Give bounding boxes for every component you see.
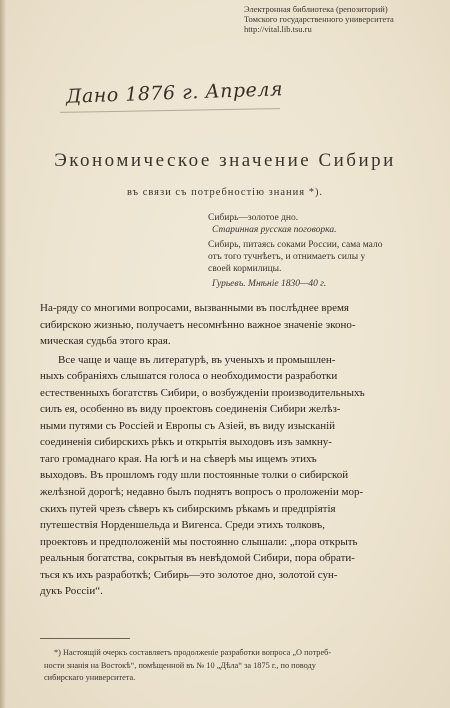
- epigraph-line-4: отъ того тучнѣетъ, и отнимаетъ силы у: [208, 252, 366, 262]
- body-line: ться къ ихъ разработкѣ; Сибирь—это золотое дно, золотой сун-: [40, 568, 338, 581]
- stamp-line-1: Электронная библиотека (репозиторий): [244, 4, 388, 14]
- body-line: проектовъ и предположеній мы постоянно слышали: „пора открыть: [40, 535, 358, 548]
- body-line: выходовъ. Въ прошломъ году шли постоянные толки о сибирской: [40, 469, 349, 482]
- body-line: На-ряду со многими вопросами, вызванными въ послѣднее время: [40, 302, 349, 314]
- epigraph-line-6: Гурьевъ. Мнѣніе 1830—40 г.: [212, 279, 327, 289]
- page-left-edge: [0, 0, 6, 708]
- body-line: скихъ путей чрезъ сѣверъ къ сибирскимъ рѣкамъ и предпріятія: [40, 502, 336, 515]
- body-line: мическая судьба этого края.: [40, 335, 171, 348]
- page-subtitle: въ связи съ потребностію знания *).: [126, 187, 324, 198]
- body-line: ными путями съ Россіей и Европы съ Азіей, въ виду изысканій: [40, 419, 336, 432]
- body-line: реальныя богатства, сокрытыя въ невѣдомой Сибири, пора обрати-: [40, 552, 355, 565]
- epigraph-line-1: Сибирь—золотое дно.: [208, 213, 299, 223]
- stamp-line-3[interactable]: http://vital.lib.tsu.ru: [244, 24, 312, 34]
- body-line: Все чаще и чаще въ литературѣ, въ ученыхъ и промышлен-: [58, 353, 336, 366]
- epigraph-line-5: своей кормилицы.: [208, 264, 282, 274]
- stamp-line-2: Томского государственного университета: [244, 14, 394, 24]
- epigraph-line-2: Старинная русская поговорка.: [212, 225, 337, 235]
- epigraph: [208, 212, 408, 290]
- footnote-line-3: сибирскаго университета.: [44, 673, 136, 682]
- body-line: ныхъ собраніяхъ слышатся голоса о необходимости разработки: [40, 370, 338, 383]
- body-line: путешествія Норденшельда и Вигенса. Среди этихъ толковъ,: [40, 519, 325, 532]
- body-line: естественныхъ богатствъ Сибири, о возбужденіи производительныхъ: [40, 386, 365, 399]
- body-line: силъ ея, особенно въ виду проектовъ соединенія Сибири желѣз-: [40, 403, 341, 416]
- page-title: Экономическое значение Сибири: [54, 150, 396, 171]
- body-line: соединенія сибирскихъ рѣкъ и открытія выходовъ изъ замкну-: [40, 436, 332, 449]
- footnote: [44, 647, 414, 685]
- body-line: дукъ Россіи“.: [40, 585, 103, 598]
- footnote-line-1: *) Настоящій очеркъ составляетъ продолженіе разработки вопроса „О потреб-: [54, 648, 332, 657]
- library-stamp: [244, 4, 444, 34]
- body-text: [40, 300, 415, 600]
- body-line: желѣзной дорогѣ; недавно былъ поднятъ вопросъ о проложеніи мор-: [40, 486, 364, 499]
- footnote-divider: [40, 638, 130, 639]
- handwriting-underline: [60, 108, 280, 113]
- handwritten-note: Дано 1876 г. Апреля: [65, 78, 284, 108]
- body-line: таго громаднаго края. На югѣ и на сѣверѣ мы ищемъ этихъ: [40, 452, 317, 465]
- body-line: сибирскою жизнью, получаетъ несомнѣнно важное значеніе эконо-: [40, 318, 356, 331]
- footnote-line-2: ности знанія на Востокѣ“, помѣщенной въ № 10 „Дѣла“ за 1875 г., по поводу: [44, 660, 316, 670]
- epigraph-line-3: Сибирь, питаясь соками России, сама мало: [208, 240, 383, 250]
